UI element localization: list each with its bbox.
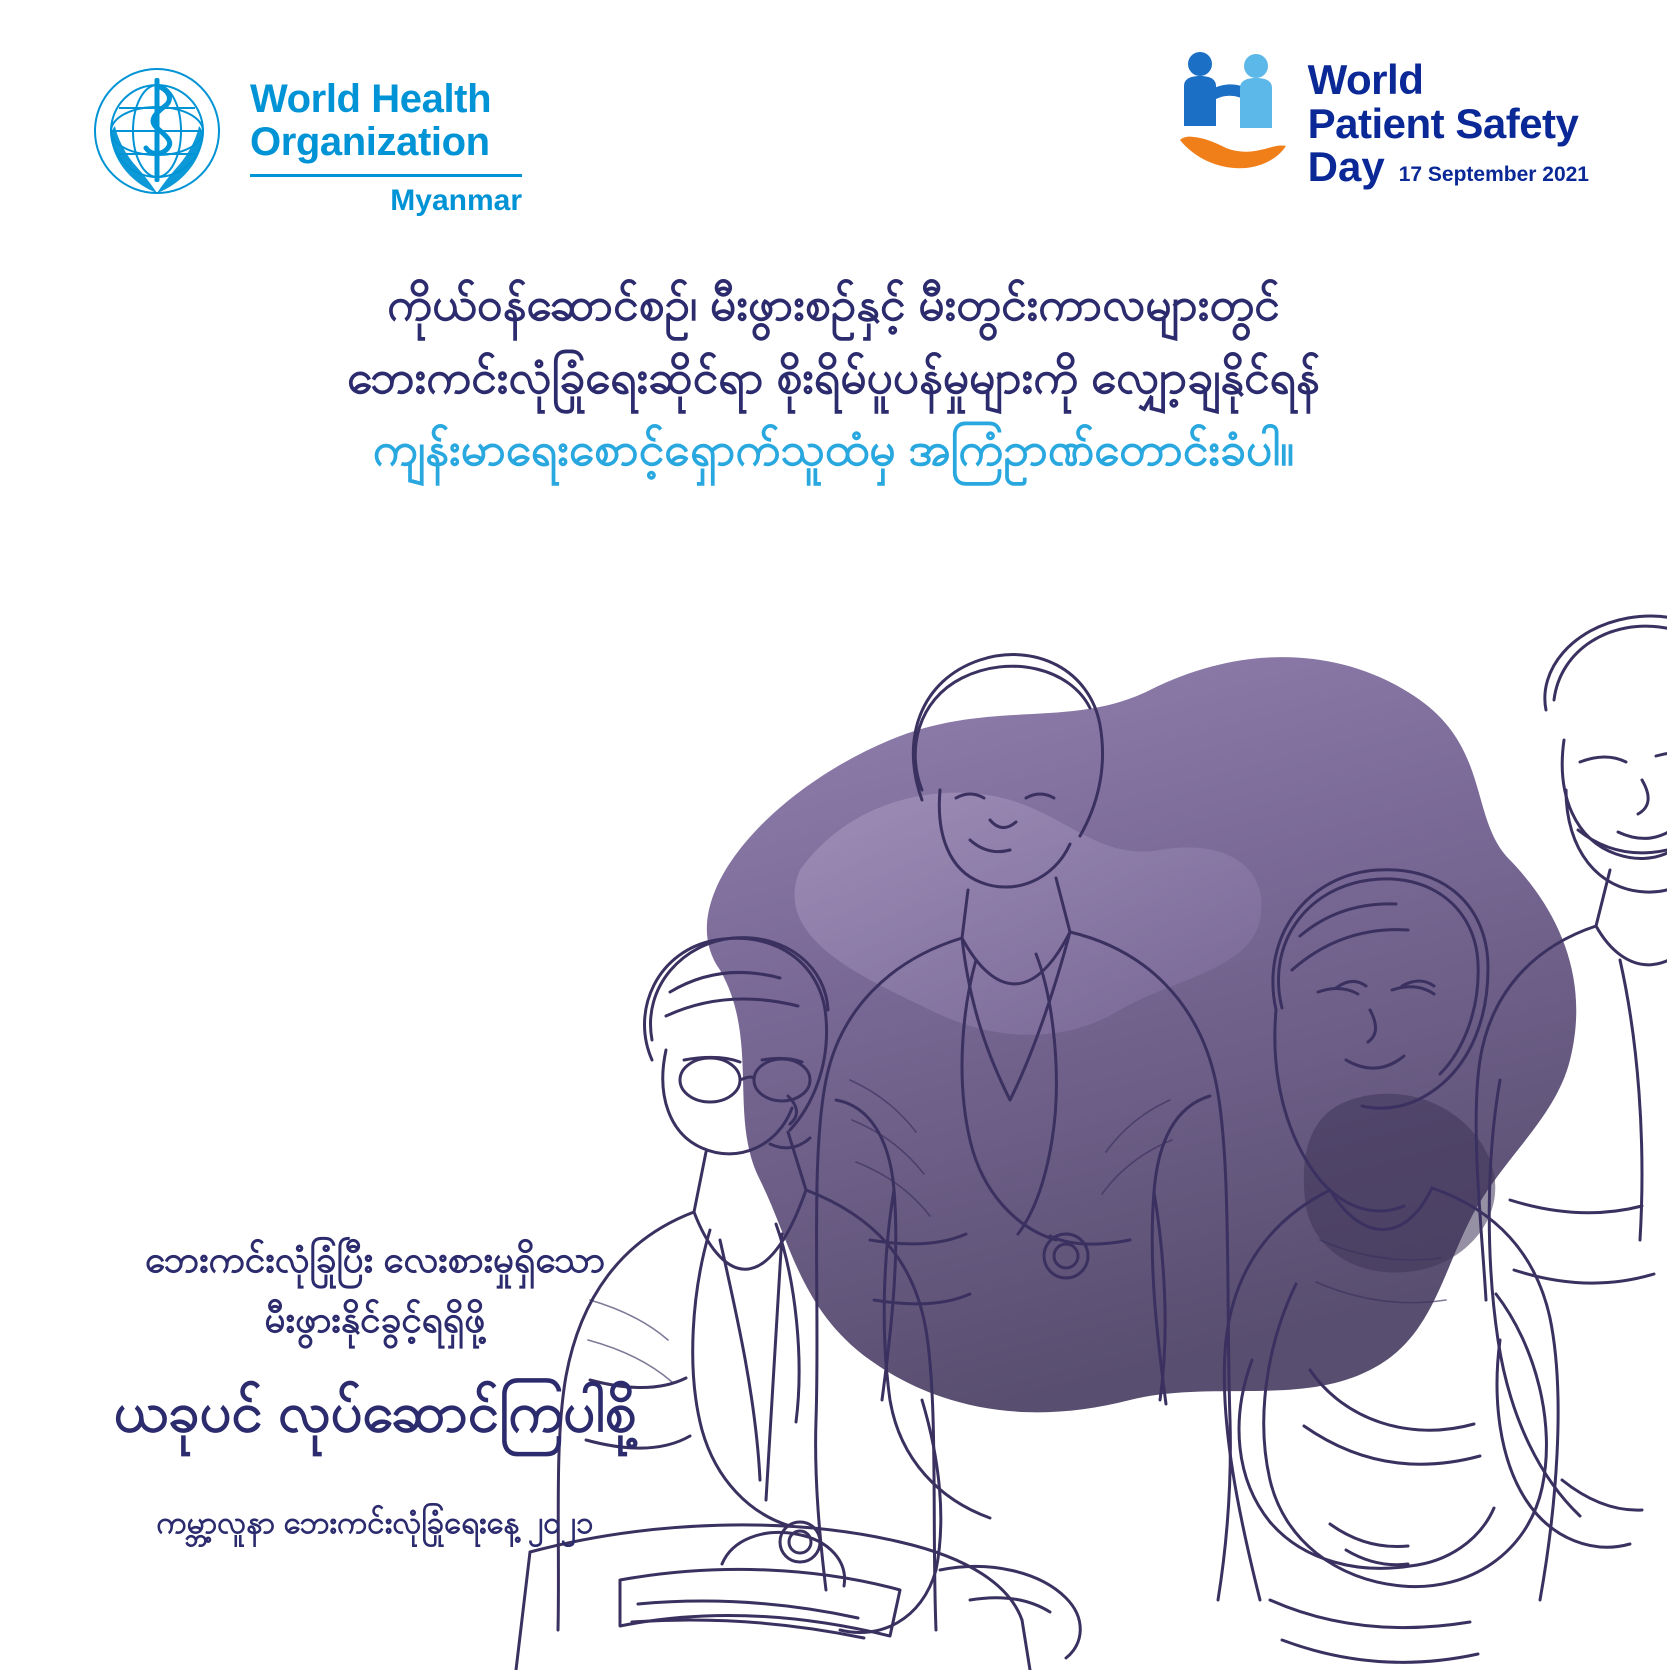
who-emblem-icon (86, 60, 228, 202)
who-country-label: Myanmar (390, 184, 522, 218)
headline-line-2: ဘေးကင်းလုံခြုံရေးဆိုင်ရာ စိုးရိမ်ပူပန်မှုများကို လျှော့ချနိုင်ရန် (347, 350, 1320, 403)
who-name-line1: World Health (250, 77, 492, 121)
who-name-line2: Organization (250, 120, 490, 165)
headline-line-3: ကျန်းမာရေးစောင့်ရှောက်သူထံမှ အကြံဥာဏ်တောင်းခံပါ။ (372, 423, 1295, 476)
who-divider (250, 174, 522, 177)
wpsd-line2: Patient Safety (1307, 99, 1579, 147)
headline-line-1: ကိုယ်ဝန်ဆောင်စဉ်၊ မီးဖွားစဉ်နှင့် မီးတွင်းကာလများတွင် (387, 278, 1280, 330)
call-to-action (55, 1230, 695, 1546)
wpsd-hands-icon (1174, 48, 1292, 178)
cta-footer: ကမ္ဘာ့လူနာ ဘေးကင်းလုံခြုံရေးနေ့ ၂၀၂၁ (156, 1504, 594, 1540)
background-blob (707, 657, 1576, 1412)
wpsd-logo (1174, 48, 1589, 189)
headline (0, 268, 1667, 486)
wpsd-logo-text (1308, 48, 1589, 189)
cta-subline-1: ဘေးကင်းလုံခြုံပြီး လေးစားမှုရှိသော (144, 1239, 606, 1280)
cta-subline-2: မီးဖွားနိုင်ခွင့်ရရှိဖို့ (264, 1298, 486, 1340)
who-logo-text (250, 60, 522, 218)
wpsd-line1: World (1307, 56, 1424, 103)
wpsd-line3: Day (1307, 143, 1385, 191)
wpsd-date: 17 September 2021 (1398, 163, 1589, 187)
cta-main-message: ယခုပင် လုပ်ဆောင်ကြပါစို့ (113, 1379, 637, 1443)
desk-with-documents (516, 1525, 1080, 1670)
who-logo (86, 60, 522, 218)
